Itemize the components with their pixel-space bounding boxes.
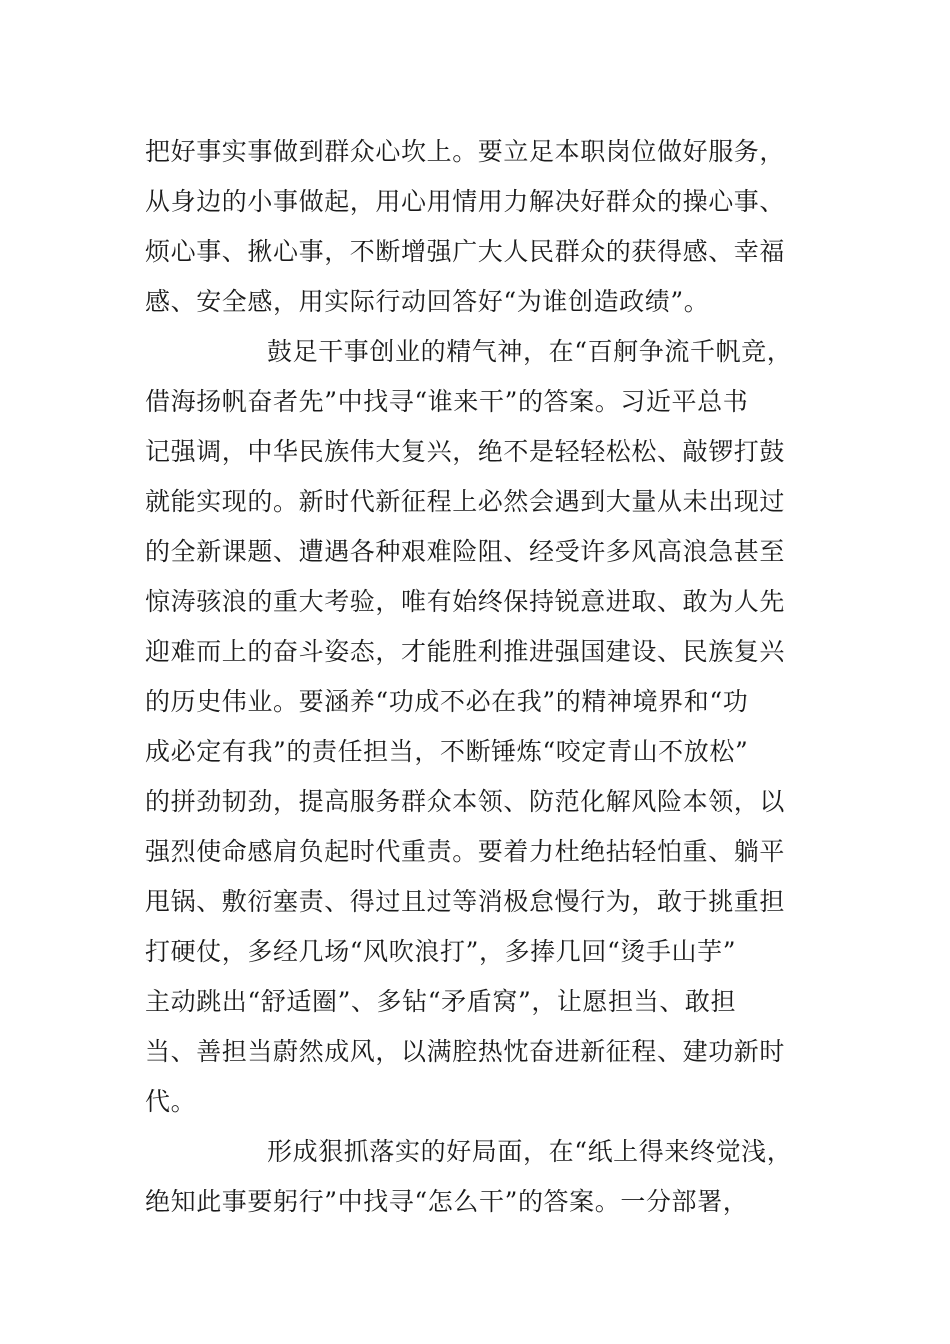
paragraph-line: 代。: [145, 1087, 197, 1116]
document-body: [145, 127, 845, 1227]
paragraph-line: 迎难而上的奋斗姿态，才能胜利推进强国建设、民族复兴: [145, 637, 786, 666]
paragraph-line: 形成狠抓落实的好局面，在“纸上得来终觉浅，: [267, 1137, 793, 1166]
paragraph-line: 把好事实事做到群众心坎上。要立足本职岗位做好服务，: [145, 137, 786, 166]
paragraph-line: 甩锅、敷衍塞责、得过且过等消极怠慢行为，敢于挑重担: [145, 887, 786, 916]
paragraph-line: 当、善担当蔚然成风，以满腔热忱奋进新征程、建功新时: [145, 1037, 786, 1066]
paragraph-line: 绝知此事要躬行”中找寻“怎么干”的答案。一分部署，: [145, 1187, 749, 1216]
paragraph-line: 借海扬帆奋者先”中找寻“谁来干”的答案。习近平总书: [145, 387, 749, 416]
paragraph-line: 成必定有我”的责任担当，不断锤炼“咬定青山不放松”: [145, 737, 749, 766]
paragraph-line: 鼓足干事创业的精气神，在“百舸争流千帆竞，: [267, 337, 793, 366]
paragraph-line: 强烈使命感肩负起时代重责。要着力杜绝拈轻怕重、躺平: [145, 837, 786, 866]
paragraph-3: [145, 1127, 845, 1227]
paragraph-line: 记强调，中华民族伟大复兴，绝不是轻轻松松、敲锣打鼓: [145, 437, 786, 466]
paragraph-line: 的历史伟业。要涵养“功成不必在我”的精神境界和“功: [145, 687, 749, 716]
paragraph-1: [145, 127, 845, 327]
paragraph-line: 惊涛骇浪的重大考验，唯有始终保持锐意进取、敢为人先: [145, 587, 786, 616]
paragraph-2: [145, 327, 845, 1127]
paragraph-line: 就能实现的。新时代新征程上必然会遇到大量从未出现过: [145, 487, 786, 516]
paragraph-line: 感、安全感，用实际行动回答好“为谁创造政绩”。: [145, 287, 710, 316]
paragraph-line: 烦心事、揪心事，不断增强广大人民群众的获得感、幸福: [145, 237, 786, 266]
paragraph-line: 打硬仗，多经几场“风吹浪打”，多捧几回“烫手山芋”: [145, 937, 737, 966]
paragraph-line: 从身边的小事做起，用心用情用力解决好群众的操心事、: [145, 187, 786, 216]
paragraph-line: 主动跳出“舒适圈”、多钻“矛盾窝”，让愿担当、敢担: [145, 987, 737, 1016]
paragraph-line: 的全新课题、遭遇各种艰难险阻、经受许多风高浪急甚至: [145, 537, 786, 566]
paragraph-line: 的拼劲韧劲，提高服务群众本领、防范化解风险本领，以: [145, 787, 786, 816]
